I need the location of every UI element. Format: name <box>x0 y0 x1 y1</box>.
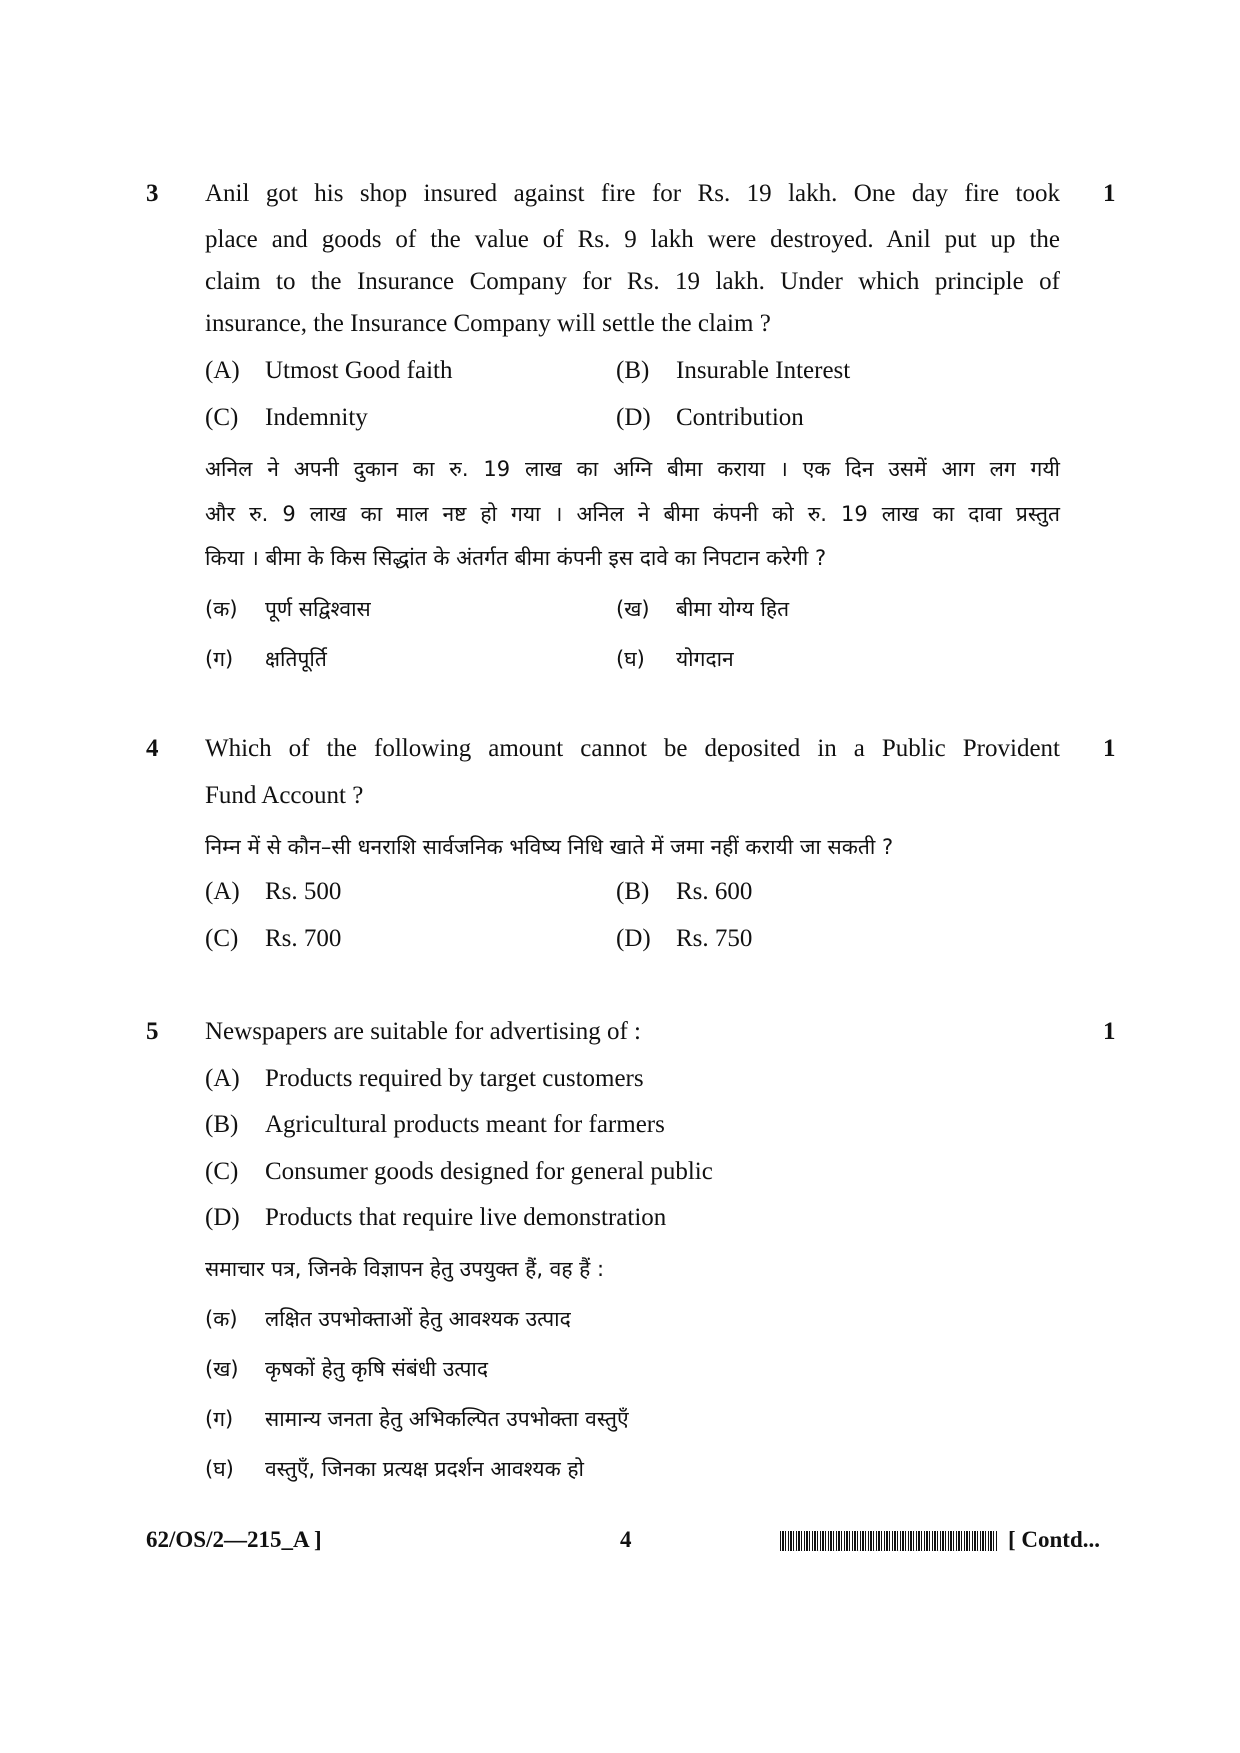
option-text: लक्षित उपभोक्ताओं हेतु आवश्यक उत्पाद <box>265 1307 571 1331</box>
option-a <box>205 878 341 906</box>
option-text: Products that require live demonstration <box>265 1204 667 1231</box>
option-a <box>205 1065 644 1093</box>
option-label: (क) <box>205 1307 238 1331</box>
option-label: (B) <box>616 878 650 905</box>
page-footer <box>0 1527 1240 1567</box>
option-b <box>616 878 752 906</box>
page-number: 4 <box>620 1527 632 1552</box>
question-text-line: place and goods of the value of Rs. 9 lakh were destroyed. Anil put up the <box>205 226 1060 253</box>
option-text: पूर्ण सद्विश्वास <box>265 597 371 621</box>
option-text: Indemnity <box>265 404 368 431</box>
option-c <box>205 404 368 432</box>
paper-code: 62/OS/2—215_A ] <box>146 1527 322 1552</box>
option-d <box>205 1204 666 1232</box>
question-number: 4 <box>146 735 159 762</box>
option-gha <box>205 1455 584 1483</box>
option-text: Contribution <box>676 404 804 431</box>
question-text-line: insurance, the Insurance Company will settle the claim ? <box>205 310 771 337</box>
option-label: (C) <box>205 925 239 952</box>
question-text-line: Anil got his shop insured against fire for Rs. 19 lakh. One day fire took <box>205 180 1060 207</box>
question-text-line: claim to the Insurance Company for Rs. 19 lakh. Under which principle of <box>205 268 1060 295</box>
option-d <box>616 925 752 953</box>
question-text-line: Which of the following amount cannot be deposited in a Public Provident <box>205 735 1060 762</box>
option-text: Rs. 500 <box>265 878 342 905</box>
option-text: वस्तुएँ, जिनका प्रत्यक्ष प्रदर्शन आवश्यक हो <box>265 1457 584 1481</box>
hindi-text-line: और रु. 9 लाख का माल नष्ट हो गया । अनिल ने बीमा कंपनी को रु. 19 लाख का दावा प्रस्तुत <box>205 502 1060 526</box>
option-label: (B) <box>205 1111 239 1138</box>
option-ka <box>205 595 371 623</box>
option-label: (क) <box>205 597 238 621</box>
option-text: Consumer goods designed for general public <box>265 1158 713 1185</box>
hindi-text-line: किया । बीमा के किस सिद्धांत के अंतर्गत बीमा कंपनी इस दावे का निपटान करेगी ? <box>205 546 827 570</box>
question-number: 5 <box>146 1018 159 1045</box>
option-label: (A) <box>205 357 240 384</box>
option-label: (घ) <box>616 647 645 671</box>
option-ga <box>205 645 327 673</box>
question-text-line: Newspapers are suitable for advertising of : <box>205 1018 641 1045</box>
option-label: (ग) <box>205 1407 234 1431</box>
option-text: कृषकों हेतु कृषि संबंधी उत्पाद <box>265 1357 488 1381</box>
option-text: Products required by target customers <box>265 1065 644 1092</box>
option-ka <box>205 1305 571 1333</box>
option-label: (D) <box>205 1204 240 1231</box>
option-label: (B) <box>616 357 650 384</box>
option-text: Rs. 750 <box>676 925 753 952</box>
option-gha <box>616 645 734 673</box>
option-c <box>205 1158 713 1186</box>
option-text: Insurable Interest <box>676 357 851 384</box>
option-b <box>616 357 850 385</box>
option-text: योगदान <box>676 647 734 671</box>
option-text: सामान्य जनता हेतु अभिकल्पित उपभोक्ता वस्तुएँ <box>265 1407 629 1431</box>
hindi-text-line: निम्न में से कौन–सी धनराशि सार्वजनिक भविष्य निधि खाते में जमा नहीं करायी जा सकती ? <box>205 835 894 859</box>
barcode-icon <box>780 1531 998 1551</box>
option-label: (ग) <box>205 647 234 671</box>
option-label: (ख) <box>616 597 650 621</box>
question-marks: 1 <box>1103 180 1116 207</box>
option-kha <box>205 1355 488 1383</box>
option-label: (A) <box>205 878 240 905</box>
option-text: Rs. 700 <box>265 925 342 952</box>
option-label: (D) <box>616 404 651 431</box>
question-marks: 1 <box>1103 735 1116 762</box>
option-label: (C) <box>205 404 239 431</box>
option-a <box>205 357 453 385</box>
option-label: (A) <box>205 1065 240 1092</box>
option-text: बीमा योग्य हित <box>676 597 790 621</box>
continued-label: [ Contd... <box>1008 1527 1101 1552</box>
option-d <box>616 404 804 432</box>
option-b <box>205 1111 665 1139</box>
option-label: (C) <box>205 1158 239 1185</box>
option-text: Agricultural products meant for farmers <box>265 1111 665 1138</box>
option-c <box>205 925 341 953</box>
hindi-text-line: समाचार पत्र, जिनके विज्ञापन हेतु उपयुक्त हैं, वह हैं : <box>205 1257 605 1281</box>
question-number: 3 <box>146 180 159 207</box>
option-label: (घ) <box>205 1457 234 1481</box>
question-marks: 1 <box>1103 1018 1116 1045</box>
option-text: क्षतिपूर्ति <box>265 647 327 671</box>
option-label: (D) <box>616 925 651 952</box>
option-text: Utmost Good faith <box>265 357 453 384</box>
option-kha <box>616 595 789 623</box>
option-label: (ख) <box>205 1357 239 1381</box>
option-text: Rs. 600 <box>676 878 753 905</box>
option-ga <box>205 1405 629 1433</box>
hindi-text-line: अनिल ने अपनी दुकान का रु. 19 लाख का अग्नि बीमा कराया । एक दिन उसमें आग लग गयी <box>205 457 1060 481</box>
question-text-line: Fund Account ? <box>205 782 364 809</box>
